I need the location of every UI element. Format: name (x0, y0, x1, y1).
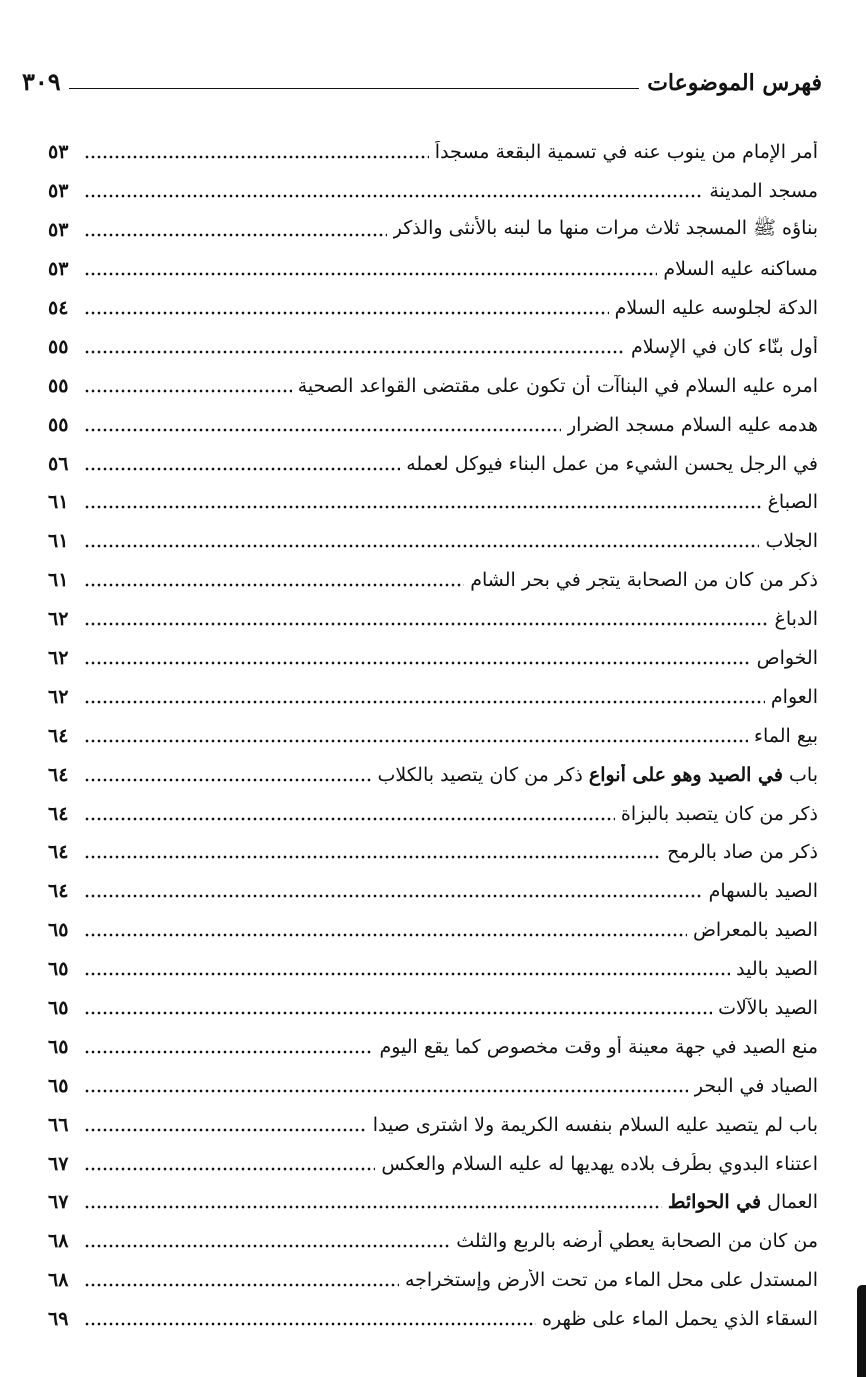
toc-entry-text: الصياد في البحر (693, 1074, 818, 1097)
toc-entry-text: بناؤه ﷺ المسجد ثلاث مرات منها ما لبنه بالأنثى والذكر (392, 217, 818, 240)
toc-entry (48, 172, 818, 211)
toc-entry-page-number: ٦٥ (48, 919, 69, 942)
toc-entry-title (765, 530, 818, 552)
toc-entry (48, 1300, 818, 1339)
toc-entry-page-number: ٦٧ (48, 1191, 69, 1214)
dot-leader (84, 388, 292, 394)
dot-leader (84, 193, 703, 199)
toc-entry-page-number: ٦٥ (48, 958, 69, 981)
dot-leader (84, 971, 730, 977)
toc-entry-text: الصباغ (767, 491, 818, 514)
toc-entry-title (542, 1308, 818, 1330)
toc-entry-title (567, 414, 818, 436)
toc-entry-page-number: ٥٤ (48, 297, 69, 319)
toc-entry-page-number: ٦٧ (48, 1152, 69, 1175)
toc-entry-title (694, 1075, 818, 1097)
toc-entry (48, 327, 818, 366)
toc-entry (48, 1066, 818, 1105)
header-page-number: ٣٠٩ (22, 67, 61, 96)
dot-leader (84, 660, 751, 666)
toc-entry-title (736, 958, 818, 980)
toc-entry-title (754, 725, 818, 747)
toc-entry-text: الخواص (756, 647, 818, 670)
dot-leader (84, 854, 661, 860)
toc-entry-text: العوام (770, 685, 818, 708)
dot-leader (84, 232, 387, 238)
dot-leader (84, 1204, 662, 1210)
dot-leader (84, 932, 687, 938)
toc-entry-text: الدباغ (774, 608, 818, 631)
toc-entry (48, 1222, 818, 1261)
toc-entry-page-number: ٦١ (48, 569, 69, 592)
toc-entry-title (393, 216, 818, 244)
dot-leader (84, 893, 703, 899)
toc-entry-text: المستدل على محل الماء من تحت الأرض وإستخراجه (404, 1269, 818, 1292)
toc-entry-page-number: ٦٦ (48, 1113, 69, 1136)
toc-entry (48, 405, 818, 444)
toc-entry-text-continued: ذكر من كان يتصيد بالكلاب (377, 763, 589, 786)
toc-entry (48, 1261, 818, 1300)
toc-entry-page-number: ٦٤ (48, 763, 69, 786)
toc-entry-title (379, 1036, 818, 1058)
toc-entry-page-number: ٦٥ (48, 1074, 69, 1097)
toc-entry (48, 211, 818, 250)
toc-entry-page-number: ٦٩ (48, 1308, 69, 1331)
toc-entry-text: ذكر من صاد بالرمح (667, 841, 818, 864)
dot-leader (84, 466, 400, 472)
toc-entry-text: من كان من الصحابة يعطي أرضه بالربع والثلث (456, 1230, 818, 1253)
toc-entry (48, 833, 818, 872)
toc-entry (48, 950, 818, 989)
toc-entry-title (693, 919, 818, 941)
toc-entry-page-number: ٦٢ (48, 608, 69, 631)
dot-leader (84, 777, 371, 783)
dot-leader (84, 816, 615, 822)
toc-entry-title (435, 141, 818, 163)
toc-entry-title (405, 1269, 818, 1291)
toc-entry-text: العمال (761, 1191, 818, 1214)
toc-entry-title (615, 297, 818, 319)
toc-entry-title (718, 997, 818, 1019)
dot-leader (84, 1127, 367, 1133)
dot-leader (84, 621, 769, 627)
dot-leader (84, 699, 765, 705)
dot-leader (84, 582, 464, 588)
toc-entry (48, 1144, 818, 1183)
toc-entry (48, 444, 818, 483)
toc-entry-title (663, 258, 818, 280)
toc-entry-bold-text: في الصيد وهو على أنواع (588, 763, 783, 786)
toc-entry-title (667, 841, 818, 863)
toc-entry-text: ذكر من كان من الصحابة يتجر في بحر الشام (470, 569, 818, 592)
toc-entry-title (709, 880, 818, 902)
dot-leader (84, 271, 657, 277)
toc-entry-text: الدكة لجلوسه عليه السلام (614, 297, 818, 319)
toc-entry-page-number: ٦٨ (48, 1230, 69, 1253)
toc-entry-title (381, 1153, 818, 1175)
toc-entry (48, 133, 818, 172)
dot-leader (84, 1282, 399, 1288)
toc-entry (48, 289, 818, 328)
toc-entry-title (757, 647, 818, 669)
toc-entry-text: هدمه عليه السلام مسجد الضرار (566, 413, 818, 436)
toc-entry-page-number: ٦٥ (48, 1035, 69, 1058)
toc-entry-title (373, 1114, 818, 1136)
toc-entry-title (470, 569, 818, 591)
toc-entry-title (406, 453, 818, 475)
dot-leader (84, 427, 561, 433)
toc-entry-title (768, 491, 818, 513)
toc-entry-title (775, 608, 818, 630)
running-header (22, 56, 822, 96)
toc-entry-page-number: ٥٣ (48, 219, 69, 242)
dot-leader (84, 310, 609, 316)
dot-leader (84, 1243, 450, 1249)
toc-entry (48, 483, 818, 522)
toc-entry (48, 872, 818, 911)
dot-leader (84, 1166, 375, 1172)
toc-entry-page-number: ٥٣ (48, 141, 69, 164)
toc-entry-page-number: ٦٢ (48, 647, 69, 670)
toc-entry-page-number: ٦٤ (48, 841, 69, 864)
toc-entry-page-number: ٦٤ (48, 880, 69, 903)
toc-entry-page-number: ٥٣ (48, 180, 69, 203)
table-of-contents (48, 133, 818, 1339)
toc-entry-title (771, 686, 818, 708)
toc-entry-text: منع الصيد في جهة معينة أو وقت مخصوص كما يقع اليوم (379, 1035, 818, 1058)
dot-leader (84, 1010, 712, 1016)
toc-entry (48, 600, 818, 639)
toc-entry (48, 716, 818, 755)
toc-entry-text: في الرجل يحسن الشيء من عمل البناء فيوكل لعمله (406, 452, 818, 475)
toc-entry (48, 794, 818, 833)
toc-entry-page-number: ٦٤ (48, 802, 69, 825)
toc-entry (48, 1027, 818, 1066)
toc-entry-text: الصيد بالمعراض (692, 919, 818, 942)
toc-entry-title (456, 1230, 818, 1252)
toc-entry-text: بيع الماء (754, 724, 818, 747)
dot-leader (84, 349, 625, 355)
dot-leader (84, 1088, 688, 1094)
toc-entry-page-number: ٦٢ (48, 685, 69, 708)
toc-entry (48, 1105, 818, 1144)
toc-entry-title (377, 764, 818, 786)
toc-entry-page-number: ٥٣ (48, 258, 69, 281)
toc-entry (48, 911, 818, 950)
toc-entry (48, 1183, 818, 1222)
toc-entry-text: امره عليه السلام في البناآت أن تكون على مقتضى القواعد الصحية (297, 374, 818, 397)
toc-entry-page-number: ٦١ (48, 491, 69, 514)
dot-leader (84, 543, 759, 549)
toc-entry-title (621, 803, 818, 825)
toc-entry-title (668, 1191, 818, 1213)
dot-leader (84, 504, 762, 510)
toc-entry-text: مساكنه عليه السلام (663, 258, 818, 281)
dot-leader (84, 1321, 536, 1327)
toc-entry-title (298, 375, 818, 397)
toc-entry-page-number: ٥٥ (48, 335, 69, 358)
toc-entry (48, 755, 818, 794)
toc-entry-text: مسجد المدينة (709, 180, 818, 203)
toc-entry-text: الجلاب (765, 530, 818, 553)
toc-entry-text: اعتناء البدوي بطُرف بلاده يهديها له عليه السلام والعكس (381, 1152, 818, 1175)
toc-entry-text: الصيد بالسهام (708, 880, 818, 903)
toc-entry-bold-text: في الحوائط (667, 1191, 762, 1214)
toc-entry (48, 677, 818, 716)
dot-leader (84, 738, 748, 744)
toc-entry-title (709, 180, 818, 202)
toc-entry-title (631, 336, 818, 358)
toc-entry-text: السقاء الذي يحمل الماء على ظهره (542, 1308, 818, 1331)
toc-entry-page-number: ٦٨ (48, 1269, 69, 1292)
toc-entry-text: باب لم يتصيد عليه السلام بنفسه الكريمة ولا اشترى صيدا (372, 1113, 818, 1136)
toc-entry (48, 989, 818, 1028)
dot-leader (84, 1049, 373, 1055)
toc-entry-text: أول بنّاء كان في الإسلام (630, 335, 818, 358)
header-rule (69, 88, 640, 89)
dot-leader (84, 154, 429, 160)
toc-entry (48, 366, 818, 405)
toc-entry (48, 561, 818, 600)
header-title: فهرس الموضوعات (647, 70, 822, 96)
toc-entry-text: الصيد بالآلات (718, 997, 818, 1020)
toc-entry (48, 522, 818, 561)
toc-entry-page-number: ٥٥ (48, 374, 69, 397)
toc-entry-page-number: ٥٥ (48, 413, 69, 436)
toc-entry-text: الصيد باليد (736, 958, 818, 981)
toc-entry-text: باب (782, 763, 818, 786)
toc-entry-text: ذكر من كان يتصبد بالبزاة (620, 802, 818, 825)
toc-entry-page-number: ٥٦ (48, 452, 69, 475)
page-edge-shadow (857, 1285, 866, 1377)
toc-entry-text: أمر الإمام من ينوب عنه في تسمية البقعة مسجداً (434, 141, 818, 164)
toc-entry-page-number: ٦٤ (48, 724, 69, 747)
toc-entry-page-number: ٦٥ (48, 997, 69, 1020)
toc-entry (48, 639, 818, 678)
toc-entry (48, 250, 818, 289)
toc-entry-page-number: ٦١ (48, 530, 69, 553)
